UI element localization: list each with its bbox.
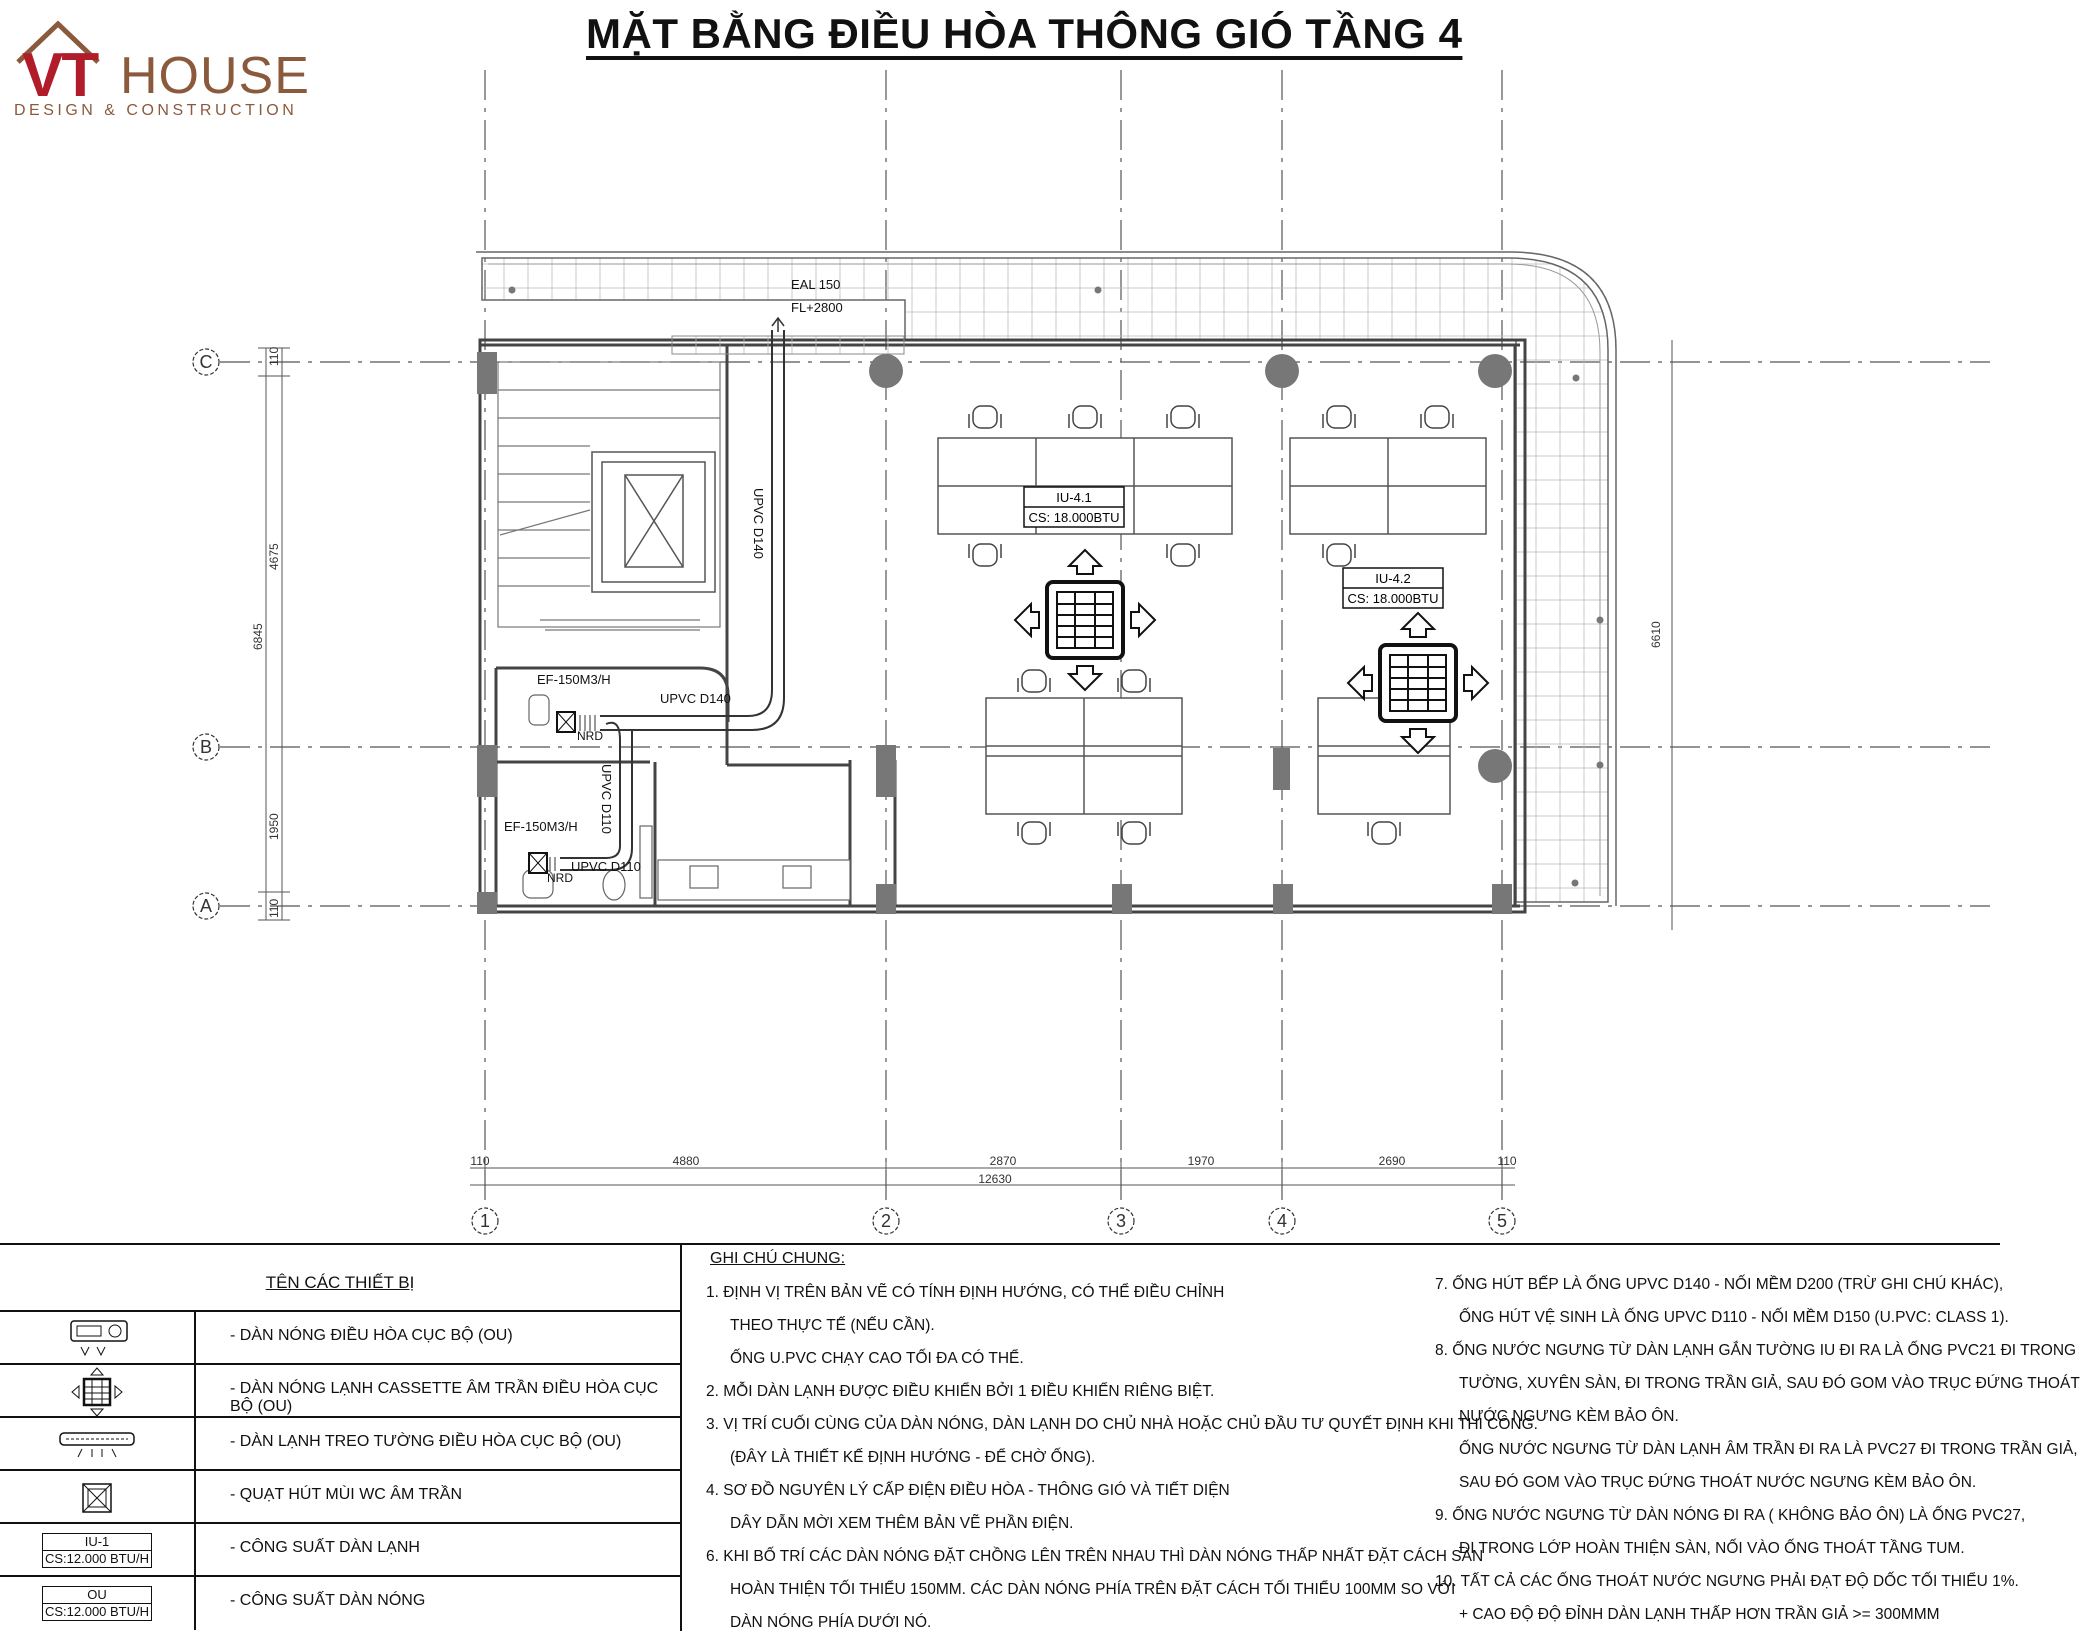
legend-row-wall-unit <box>0 1416 680 1471</box>
dim-4880: 4880 <box>672 1154 700 1168</box>
note-line: 3. VỊ TRÍ CUỐI CÙNG CỦA DÀN NÓNG, DÀN LẠNH DO CHỦ NHÀ HOẶC CHỦ ĐẦU TƯ QUYẾT ĐỊNH KHI THI CÔNG. <box>706 1416 1538 1433</box>
grid-bubbles-rows <box>193 349 219 919</box>
dimension-left <box>258 340 1672 930</box>
legend-text-iu-capacity: - CÔNG SUẤT DÀN LẠNH <box>230 1539 420 1556</box>
dimension-bottom-labels <box>470 1154 1516 1186</box>
iu-4-1-name: IU-4.1 <box>1056 490 1092 505</box>
nrd2-label: NRD <box>547 871 573 885</box>
note-line: THEO THỰC TẾ (NẾU CẦN). <box>730 1317 935 1334</box>
note-line: HOÀN THIỆN TỐI THIỂU 150MM. CÁC DÀN NÓNG PHÍA TRÊN ĐẶT CÁCH TỐI THIỂU 100MM SO VỚI <box>730 1581 1456 1598</box>
note-line: SAU ĐÓ GOM VÀO TRỤC ĐỨNG THOÁT NƯỚC NGƯNG KÈM BẢO ÔN. <box>1459 1474 1977 1491</box>
ef2-label: EF-150M3/H <box>504 819 578 834</box>
logo-tagline: DESIGN & CONSTRUCTION <box>14 102 298 119</box>
dimension-left-labels <box>251 347 1663 918</box>
grid-label-b: B <box>199 737 213 757</box>
ou-tag-name: OU <box>43 1587 151 1604</box>
note-line: 8. ỐNG NƯỚC NGƯNG TỪ DÀN LẠNH GẮN TƯỜNG IU ĐI RA LÀ ỐNG PVC21 ĐI TRONG <box>1435 1342 2077 1359</box>
fl-label: FL+2800 <box>791 300 843 315</box>
page-title: MẶT BẰNG ĐIỀU HÒA THÔNG GIÓ TẦNG 4 <box>586 10 1463 57</box>
note-line: 7. ỐNG HÚT BẾP LÀ ỐNG UPVC D140 - NỐI MỀM D200 (TRỪ GHI CHÚ KHÁC), <box>1435 1276 2004 1293</box>
ou-tag-capacity: CS:12.000 BTU/H <box>44 1604 150 1619</box>
dim-total-12630: 12630 <box>978 1172 1012 1186</box>
note-line: (ĐÂY LÀ THIẾT KẾ ĐỊNH HƯỚNG - ĐỂ CHỜ ỐNG). <box>730 1449 1096 1466</box>
note-line: ĐI TRONG LỚP HOÀN THIỆN SÀN, NỐI VÀO ỐNG THOÁT TẦNG TUM. <box>1459 1540 1965 1557</box>
note-line: NƯỚC NGƯNG KÈM BẢO ÔN. <box>1459 1408 1679 1425</box>
note-line: 10. TẤT CẢ CÁC ỐNG THOÁT NƯỚC NGƯNG PHẢI ĐẠT ĐỘ DỐC TỐI THIỂU 1%. <box>1435 1573 2019 1590</box>
note-line: DÀN NÓNG PHÍA DƯỚI NÓ. <box>730 1614 932 1631</box>
legend-row-cassette <box>0 1363 680 1418</box>
legend-text-ou-capacity: - CÔNG SUẤT DÀN NÓNG <box>230 1592 426 1609</box>
cassette-legend-icon <box>62 1366 132 1418</box>
grid-label-c: C <box>199 352 213 372</box>
legend-text-cassette: - DÀN NÓNG LẠNH CASSETTE ÂM TRẦN ĐIỀU HÒA CỤC BỘ (OU) <box>230 1380 659 1415</box>
iu-capacity-tag <box>42 1533 152 1568</box>
exhaust-outlet-icon <box>772 318 784 332</box>
ef1-label: EF-150M3/H <box>537 672 611 687</box>
logo-vt: VT <box>22 41 98 110</box>
note-line: + CAO ĐỘ ĐỘ ĐỈNH DÀN LẠNH THẤP HƠN TRẦN GIẢ >= 300MMM <box>1459 1606 1940 1623</box>
grid-label-4: 4 <box>1276 1211 1288 1231</box>
note-line: 9. ỐNG NƯỚC NGƯNG TỪ DÀN NÓNG ĐI RA ( KHÔNG BẢO ÔN) LÀ ỐNG PVC27, <box>1435 1507 2026 1524</box>
ceiling-exhaust-fan-icon <box>77 1478 117 1518</box>
nrd1-label: NRD <box>577 729 603 743</box>
note-line: 4. SƠ ĐỒ NGUYÊN LÝ CẤP ĐIỆN ĐIỀU HÒA - THÔNG GIÓ VÀ TIẾT DIỆN <box>706 1482 1230 1499</box>
dim-6610: 6610 <box>1649 621 1663 648</box>
iu-tag-name: IU-1 <box>43 1534 151 1551</box>
grid-label-2: 2 <box>880 1211 892 1231</box>
ou-capacity-tag <box>42 1586 152 1621</box>
legend-row-exhaust-fan <box>0 1469 680 1524</box>
dim-110-bottom: 110 <box>267 898 281 918</box>
dim-110-right: 110 <box>1497 1154 1517 1168</box>
legend-text-wall-unit: - DÀN LẠNH TREO TƯỜNG ĐIỀU HÒA CỤC BỘ (OU) <box>230 1433 622 1450</box>
legend-row-iu-capacity <box>0 1522 680 1577</box>
dim-110-top: 110 <box>267 346 281 366</box>
note-line: 1. ĐỊNH VỊ TRÊN BẢN VẼ CÓ TÍNH ĐỊNH HƯỚNG, CÓ THỂ ĐIỀU CHỈNH <box>706 1284 1225 1301</box>
iu-4-2-capacity: CS: 18.000BTU <box>1347 591 1439 606</box>
pipe-d110-vertical-label: UPVC D110 <box>599 764 614 834</box>
legend-text-outdoor-unit: - DÀN NÓNG ĐIỀU HÒA CỤC BỘ (OU) <box>230 1327 513 1344</box>
logo-house: HOUSE <box>120 47 310 105</box>
notes-column-1 <box>706 1276 1538 1639</box>
duct-d110 <box>560 723 632 870</box>
staircase <box>498 362 720 630</box>
dim-1970: 1970 <box>1187 1154 1215 1168</box>
dim-2690: 2690 <box>1378 1154 1406 1168</box>
grid-label-3: 3 <box>1115 1211 1127 1231</box>
grid-label-1: 1 <box>479 1211 491 1231</box>
notes-column-2 <box>1435 1268 2080 1631</box>
note-line: ỐNG NƯỚC NGƯNG TỪ DÀN LẠNH ÂM TRẦN ĐI RA LÀ PVC27 ĐI TRONG TRẦN GIẢ, <box>1459 1441 2078 1458</box>
legend-text-exhaust-fan: - QUẠT HÚT MÙI WC ÂM TRẦN <box>230 1486 462 1503</box>
exhaust-fan-icon <box>529 712 575 873</box>
outdoor-unit-icon <box>57 1317 137 1361</box>
note-line: DÂY DẪN MỜI XEM THÊM BẢN VẼ PHẦN ĐIỆN. <box>730 1515 1074 1532</box>
iu-4-2-name: IU-4.2 <box>1375 571 1411 586</box>
pipe-d110-horizontal-label: UPVC D110 <box>571 859 641 874</box>
legend-row-outdoor-unit <box>0 1310 680 1365</box>
note-line: TƯỜNG, XUYÊN SÀN, ĐI TRONG TRẦN GIẢ, SAU ĐÓ GOM VÀO TRỤC ĐỨNG THOÁT <box>1459 1375 2080 1392</box>
dim-1950: 1950 <box>267 813 281 840</box>
pipe-d140-vertical-label: UPVC D140 <box>751 488 766 559</box>
duct-labels <box>504 277 843 885</box>
legend-row-ou-capacity <box>0 1575 680 1630</box>
dim-6845: 6845 <box>251 623 265 650</box>
grid-bubbles-cols <box>472 1208 1515 1234</box>
iu-tag-capacity: CS:12.000 BTU/H <box>44 1551 150 1566</box>
iu-4-1-tag <box>1024 487 1124 527</box>
dim-2870: 2870 <box>989 1154 1017 1168</box>
legend-title: TÊN CÁC THIẾT BỊ <box>265 1273 415 1292</box>
pipe-d140-horizontal-label: UPVC D140 <box>660 691 731 706</box>
equipment-legend <box>0 1245 682 1631</box>
notes-title: GHI CHÚ CHUNG: <box>710 1250 846 1267</box>
note-line: ỐNG HÚT VỆ SINH LÀ ỐNG UPVC D110 - NỐI MỀM D150 (U.PVC: CLASS 1). <box>1459 1309 2009 1326</box>
elevator <box>592 452 715 592</box>
note-line: 2. MỖI DÀN LẠNH ĐƯỢC ĐIỀU KHIỂN BỞI 1 ĐIỀU KHIỂN RIÊNG BIỆT. <box>706 1383 1215 1400</box>
wall-unit-icon <box>52 1425 142 1465</box>
note-line: 6. KHI BỐ TRÍ CÁC DÀN NÓNG ĐẶT CHỒNG LÊN TRÊN NHAU THÌ DÀN NÓNG THẤP NHẤT ĐẶT CÁCH SÀN <box>706 1548 1484 1565</box>
grid-label-5: 5 <box>1496 1211 1508 1231</box>
iu-4-2-tag <box>1343 568 1443 608</box>
dim-4675: 4675 <box>267 543 281 570</box>
dim-110-left: 110 <box>470 1154 490 1168</box>
grid-label-a: A <box>199 896 213 916</box>
iu-4-1-capacity: CS: 18.000BTU <box>1028 510 1120 525</box>
eal-label: EAL 150 <box>791 277 841 292</box>
note-line: ỐNG U.PVC CHẠY CAO TỐI ĐA CÓ THỂ. <box>730 1350 1024 1367</box>
